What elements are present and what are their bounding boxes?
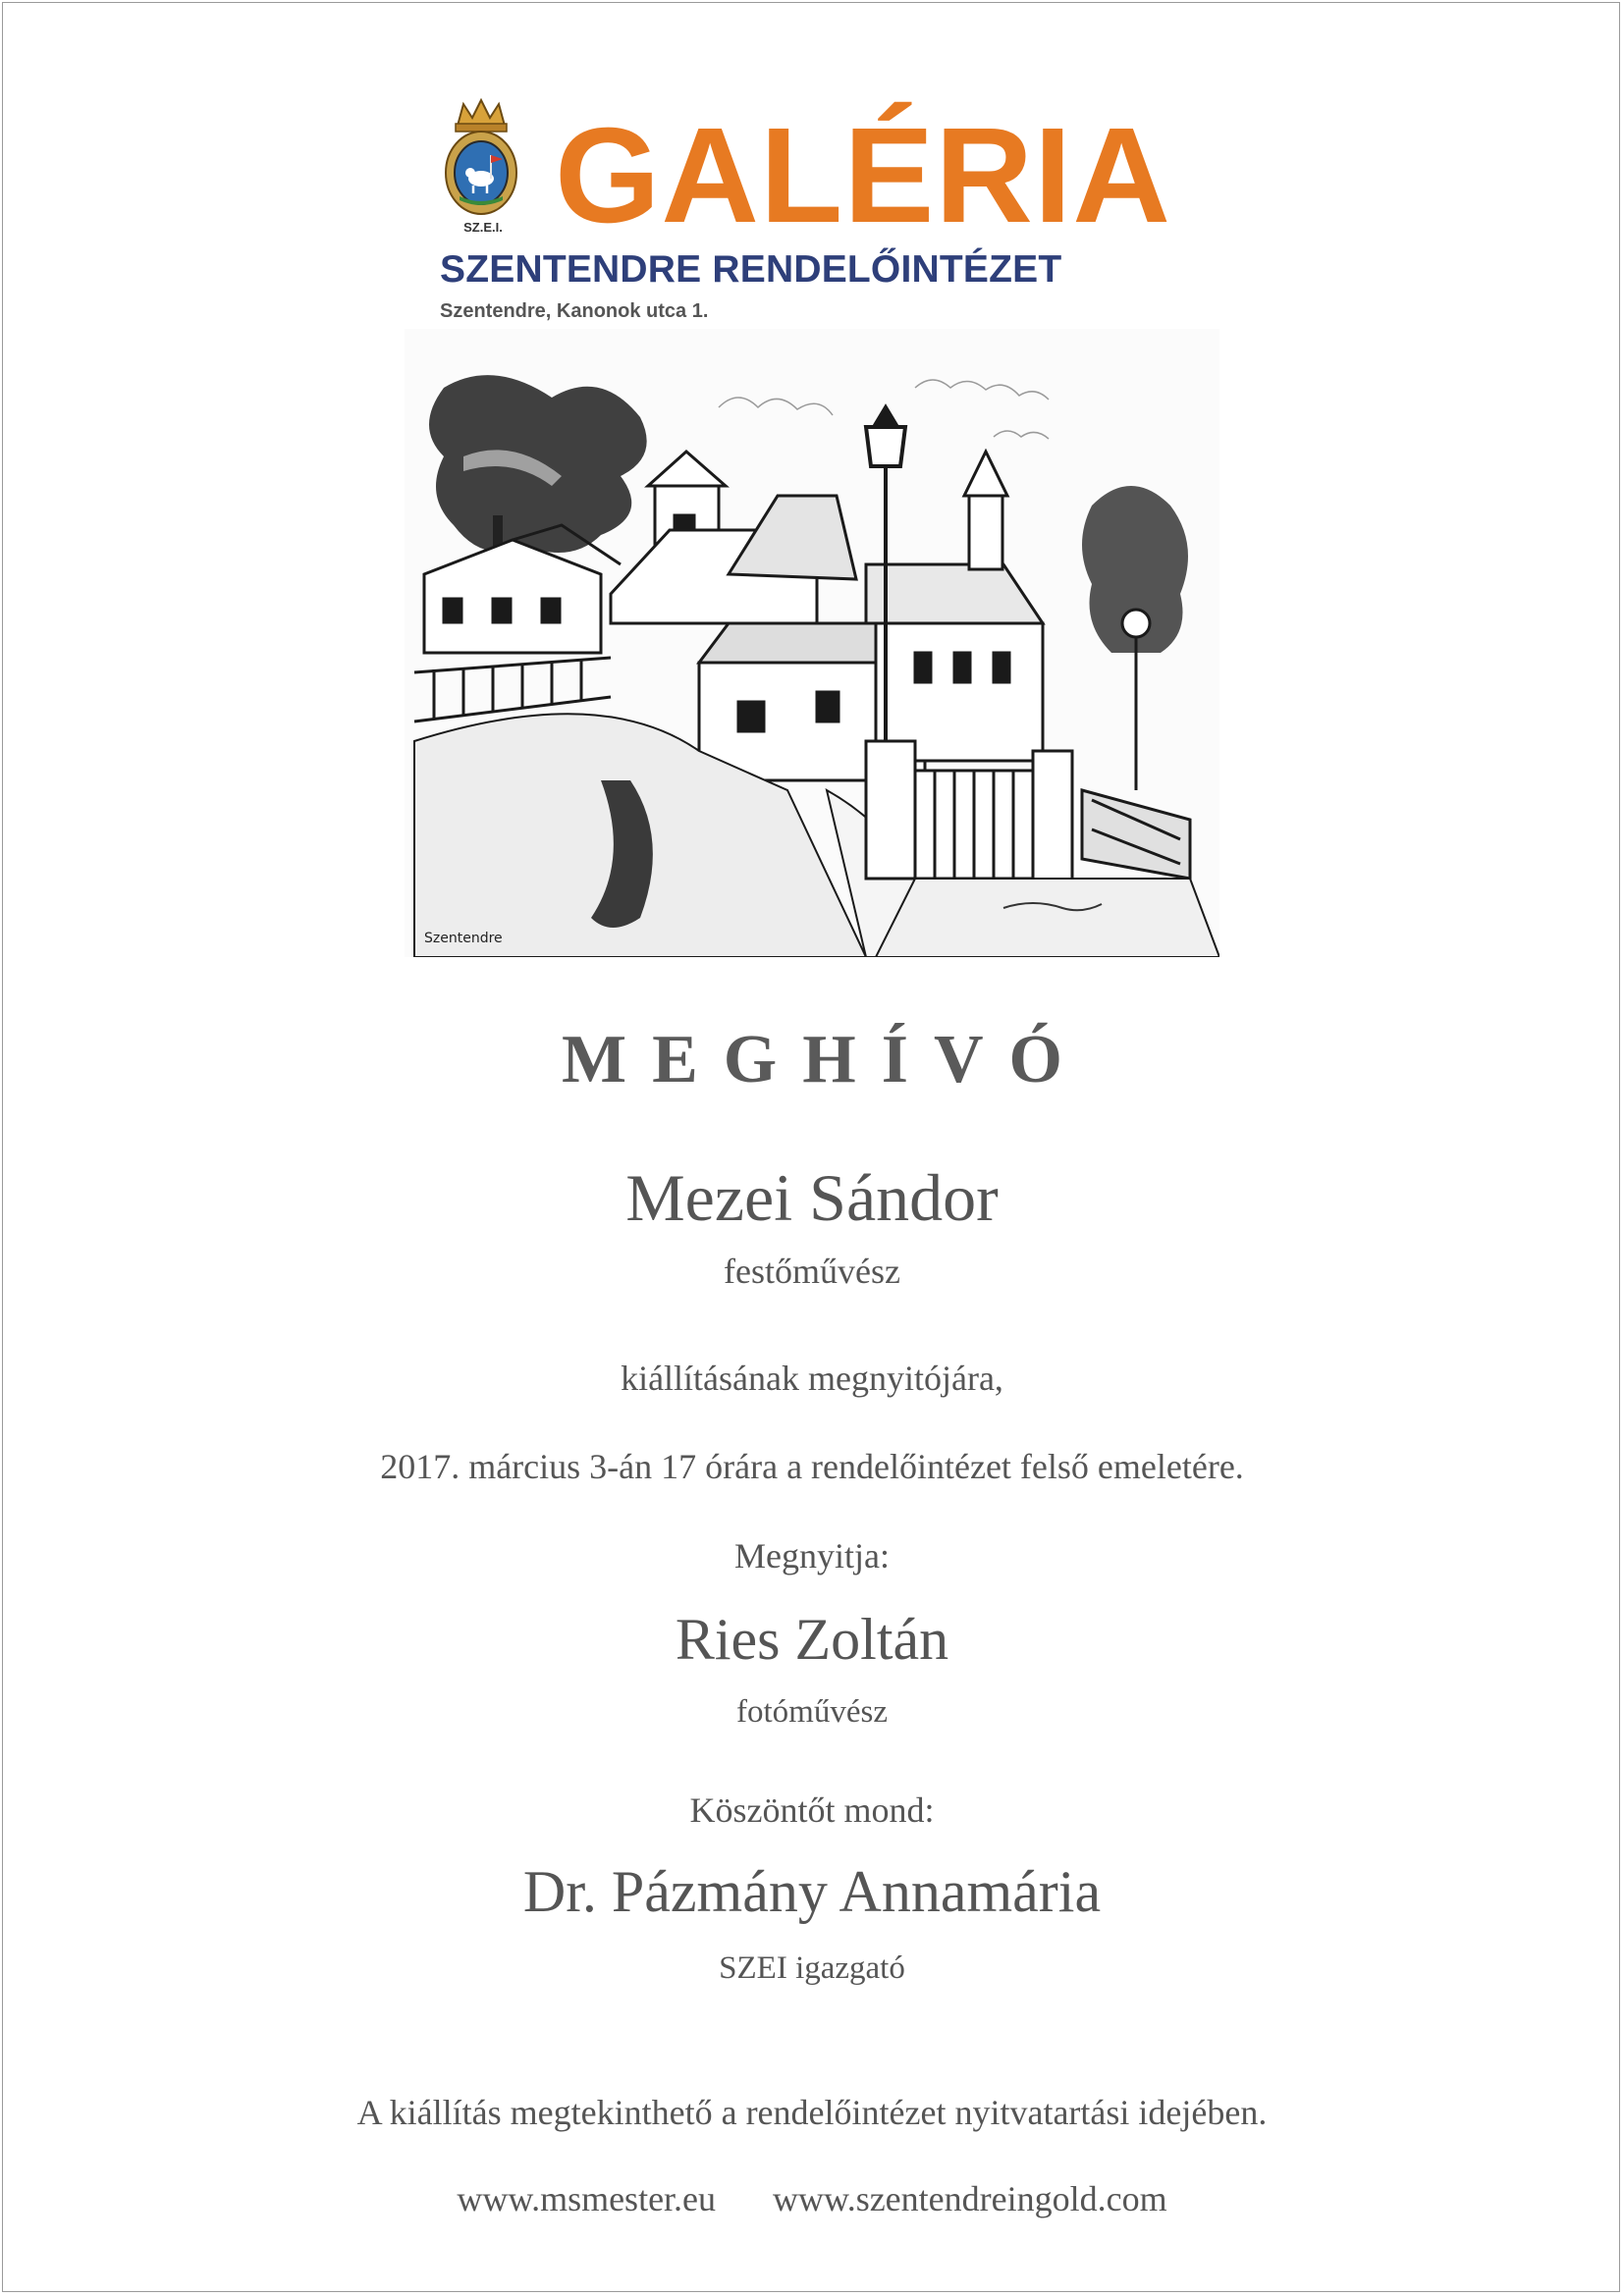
crest-label: SZ.E.I.: [463, 220, 503, 235]
artist-name: Mezei Sándor: [625, 1160, 999, 1235]
website-link-msmester[interactable]: www.msmester.eu: [457, 2179, 717, 2218]
institute-address: Szentendre, Kanonok utca 1.: [440, 300, 709, 322]
gallery-brand-title: GALÉRIA: [555, 100, 1171, 251]
artwork-caption: Szentendre: [424, 931, 503, 946]
opener-role: fotóművész: [736, 1694, 888, 1730]
greeting-label: Köszöntőt mond:: [689, 1790, 935, 1830]
artwork-ink-drawing: [405, 329, 1219, 957]
greeter-name: Dr. Pázmány Annamária: [522, 1859, 1102, 1924]
artist-role: festőművész: [724, 1252, 900, 1291]
viewing-hours-note: A kiállítás megtekinthető a rendelőintézet nyitvatartási idejében.: [356, 2093, 1268, 2132]
greeter-role: SZEI igazgató: [719, 1950, 905, 1986]
website-links: [0, 2177, 1624, 2220]
event-date-line: 2017. március 3-án 17 órára a rendelőintézet felső emeletére.: [380, 1447, 1244, 1486]
opener-name: Ries Zoltán: [675, 1607, 949, 1672]
website-link-szentendreingold[interactable]: www.szentendreingold.com: [773, 2179, 1167, 2218]
institute-name: SZENTENDRE RENDELŐINTÉZET: [440, 248, 1062, 291]
opened-by-label: Megnyitja:: [734, 1536, 890, 1575]
invitation-title: MEGHÍVÓ: [562, 1022, 1088, 1097]
occasion-text: kiállításának megnyitójára,: [621, 1359, 1003, 1398]
